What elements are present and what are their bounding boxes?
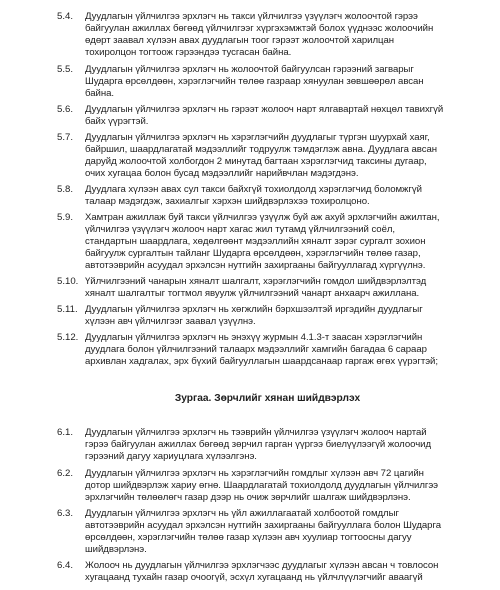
item-text-line: дуудлага болон үйлчилгээний талаарх мэдээллийг хамгийн багадаа 6 сараар [85,344,427,355]
list-item [0,64,500,100]
item-text-line: Хамтран ажиллаж буй такси үйлчилгээ үзүүлж буй аж ахуй эрхлэгчийн ажилтан, [85,212,440,223]
item-text-line: автотээврийн асуудал эрхэлсэн нутгийн захиргааны байгууллагад хүргүүлнэ. [85,260,426,271]
list-item [0,132,500,180]
item-number: 5.10. [57,276,79,287]
item-number: 6.1. [57,427,74,438]
item-text-line: архивлан хадгалах, эрх бүхий байгууллагын шаардсанаар гаргаж өгөх үүрэгтэй; [85,356,438,367]
section-6-heading: Зургаа. Зөрчлийг хянан шийдвэрлэх [174,393,361,404]
item-text-line: өдөрт заавал хүлээн авах дуудлагын тоог гэрээт жолоочтой харилцан [85,35,394,46]
item-number: 5.12. [57,332,79,343]
item-text-line: Дуудлагын үйлчилгээ эрхлэгч нь тээврийн үйлчилгээ үзүүлэгч жолооч нартай [85,427,427,438]
item-text-line: байна. [85,88,114,99]
item-text-line: Дуудлагын үйлчилгээ эрхлэгч нь гэрээт жолооч нарт ялгавартай нөхцөл тавихгүй [85,104,444,115]
item-text-line: байгуулж сургалтын тайланг Шударга өрсөлдөөн, хэрэглэгчийн төлөө газар, [85,248,421,259]
item-text-line: дотор шийдвэрлэж хариу өгнө. Шаардлагатай тохиолдолд дуудлагын үйлчилгээ [85,480,439,491]
item-number: 5.11. [57,304,78,315]
list-item [0,508,500,556]
list-item [0,104,500,128]
section-6-list [0,427,500,584]
item-text-line: Дуудлагын үйлчилгээ эрхлэгч нь үйл ажиллагаатай холбоотой гомдлыг [85,508,399,519]
item-number: 6.4. [57,560,74,571]
item-text-line: Дуудлагын үйлчилгээ эрхлэгч нь хэрэглэгчийн гомдлыг хүлээн авч 72 цагийн [85,468,424,479]
item-text-line: Дуудлагын үйлчилгээ эрхлэгч нь хөгжлийн бэрхшээлтэй иргэдийн дуудлагыг [85,304,423,315]
list-item [0,304,500,328]
item-text-line: Дуудлага хүлээн авах сул такси байхгүй тохиолдолд хэрэглэгчид боломжгүй [85,184,422,195]
item-text-line: хугацаанд тухайн газар очоогүй, эсхүл хугацаанд нь үйлчлүүлэгчийг аваагүй [85,572,423,583]
list-item [0,560,500,584]
item-number: 5.7. [57,132,74,143]
item-text-line: талаар мэдэгдэж, захиалгыг хэрхэн шийдвэрлэхээ тохиролцоно. [85,196,370,207]
item-number: 5.6. [57,104,74,115]
item-number: 6.3. [57,508,74,519]
item-number: 5.4. [57,11,74,22]
item-text-line: тохиролцон тогтоож гэрээндээ тусгасан байна. [85,47,292,58]
list-item [0,332,500,368]
item-text-line: стандартын шаардлага, хөдөлгөөнт мэдээллийн хяналт зэрэг сургалт зохион [85,236,426,247]
item-text-line: шийдвэрлэнэ. [85,544,147,555]
list-item [0,184,500,208]
item-text-line: байх үүрэгтэй. [85,116,149,127]
item-text-line: гэрээний дагуу хариуцлага хүлээлгэнэ. [85,451,257,462]
item-text-line: эрхлэгчийн төлөөлөгч газар дээр нь очиж зөрчлийг шалгаж шийдвэрлэнэ. [85,492,411,503]
item-number: 5.5. [57,64,74,75]
item-text-line: Жолооч нь дуудлагын үйлчилгээ эрхлэгчээс дуудлагыг хүлээн авсан ч товлосон [85,560,439,571]
list-item [0,276,500,300]
item-text-line: автотээврийн асуудал эрхэлсэн нутгийн захиргааны байгууллага болон Шударга [85,520,441,531]
item-text-line: Үйлчилгээний чанарын хяналт шалгалт, хэрэглэгчийн гомдол шийдвэрлэлтэд [85,276,427,287]
item-text-line: Шударга өрсөлдөөн, хэрэглэгчийн төлөө газраар хянуулан зөвшөөрөл авсан [85,76,424,87]
list-item [0,427,500,463]
item-text-line: үйлчилгээ үзүүлэгч жолооч нарт хагас жил тутамд үйлчилгээний соёл, [85,224,396,235]
item-text-line: хяналт шалгалтыг тогтмол явуулж үйлчилгээний чанарт анхаарч ажиллана. [85,288,420,299]
item-text-line: Дуудлагын үйлчилгээ эрхлэгч нь энэхүү журмын 4.1.3-т заасан хэрэглэгчийн [85,332,423,343]
item-text-line: Дуудлагын үйлчилгээ эрхлэгч нь жолоочтой байгуулсан гэрээний загварыг [85,64,414,75]
item-number: 5.8. [57,184,74,195]
item-text-line: өрсөлдөөн, хэрэглэгчийн төлөө газар хүлээн авч хуулиар тогтоосны дагуу [85,532,412,543]
item-text-line: байгуулан ажиллах бөгөөд үйлчилгээг хүргэхэмжтэй болох үүднээс жолоочийн [85,23,434,34]
item-text-line: Дуудлагын үйлчилгээ эрхлэгч нь хэрэглэгчийн дуудлагыг түргэн шуурхай хаяг, [85,132,430,143]
list-item [0,468,500,504]
item-text-line: очих хугацаа болон бусад мэдээллийг нарийвчлан мэдэгдэнэ. [85,168,359,179]
item-number: 6.2. [57,468,74,479]
section-5-list [0,11,500,368]
item-text-line: байршил, шаардлагатай мэдээллийг тодруулж тэмдэглэж авна. Дуудлага авсан [85,144,438,155]
item-text-line: гэрээ байгуулан ажиллах бөгөөд зөрчил гарган үүргээ биелүүлээгүй жолоочид [85,439,432,450]
item-text-line: хүлээн авч үйлчилгээг заавал үзүүлнэ. [85,316,256,327]
item-number: 5.9. [57,212,74,223]
item-text-line: Дуудлагын үйлчилгээ эрхлэгч нь такси үйлчилгээ үзүүлэгч жолоочтой гэрээ [85,11,418,22]
list-item [0,11,500,59]
list-item [0,212,500,272]
item-text-line: даруйд жолоочтой холбогдон 2 минутад багтаан хэрэглэгчид таксины дугаар, [85,156,427,167]
